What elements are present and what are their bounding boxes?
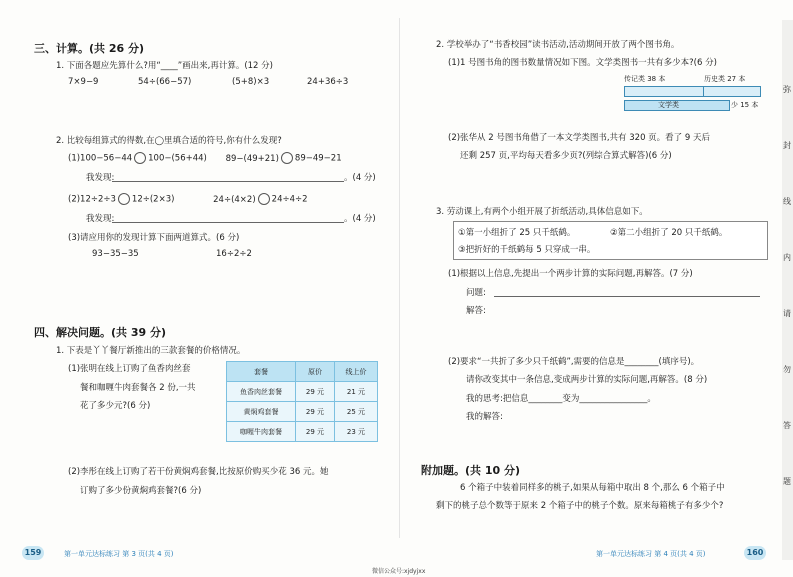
side-char: 弥 — [783, 85, 791, 94]
q2-p2-a: (2)12÷2÷3 — [68, 194, 116, 205]
table-row — [227, 402, 378, 422]
compare-circle[interactable] — [281, 152, 293, 164]
r-q3-sub2-l4: 我的解答: — [466, 412, 503, 422]
compare-circle[interactable] — [258, 193, 270, 205]
q2-p1-a: (1)100−56−44 — [68, 153, 133, 164]
answer-line[interactable] — [494, 296, 760, 297]
info-1: ①第一小组折了 25 只千纸鹤。 — [458, 228, 576, 238]
find1-label: 我发现: — [86, 173, 115, 183]
side-char: 勿 — [783, 365, 791, 374]
table-cell: 29 元 — [296, 422, 335, 442]
bar-history — [703, 86, 761, 97]
find2-score: 。(4 分) — [344, 214, 376, 224]
table-header: 原价 — [296, 362, 335, 382]
r-q3-sub2-l1: (2)要求“一共折了多少只千纸鹤”,需要的信息是________(填序号)。 — [448, 357, 700, 367]
footer-right: 第一单元达标练习 第 4 页(共 4 页) — [596, 550, 706, 558]
table-cell: 黄焖鸡套餐 — [227, 402, 296, 422]
r-q3-sub2-l3: 我的思考:把信息________变为________________。 — [466, 394, 656, 404]
r-q3-sub2-l2: 请你改变其中一条信息,变成两步计算的实际问题,再解答。(8 分) — [466, 375, 708, 385]
find2-label: 我发现: — [86, 214, 115, 224]
table-header-row — [227, 362, 378, 382]
q2-p1-b: 100−(56+44) — [148, 153, 207, 164]
table-cell: 21 元 — [335, 382, 378, 402]
section3-title: 三、计算。(共 26 分) — [34, 42, 145, 55]
table-header: 线上价 — [335, 362, 378, 382]
table-header: 套餐 — [227, 362, 296, 382]
page-number-left: 159 — [22, 546, 44, 560]
page-number-right: 160 — [744, 546, 766, 560]
price-table — [226, 361, 378, 442]
bonus-line-1: 6 个箱子中装着同样多的桃子,如果从每箱中取出 8 个,那么 6 个箱子中 — [460, 483, 725, 493]
q2-p2-c: 24÷(4×2) — [213, 194, 256, 205]
q2-p1-d: 89−49−21 — [294, 153, 342, 164]
side-char: 答 — [783, 421, 791, 430]
table-cell: 23 元 — [335, 422, 378, 442]
expr-1: 7×9−9 — [68, 77, 99, 87]
page-divider — [399, 18, 400, 538]
answer-label: 解答: — [466, 306, 486, 316]
q2-p3-b: 16÷2÷2 — [216, 249, 252, 259]
bonus-title: 附加题。(共 10 分) — [421, 464, 521, 477]
compare-circle[interactable] — [118, 193, 130, 205]
r-q3-text: 3. 劳动课上,有两个小组开展了折纸活动,具体信息如下。 — [436, 207, 648, 217]
q2-p1-c: 89−(49+21) — [225, 153, 279, 164]
side-char: 线 — [783, 197, 791, 206]
table-cell: 鱼香肉丝套餐 — [227, 382, 296, 402]
r-q2-sub2-l2: 还剩 257 页,平均每天看多少页?(列综合算式解答)(6 分) — [460, 151, 672, 161]
r-q2-sub1: (1)1 号图书角的图书数量情况如下图。文学类图书一共有多少本?(6 分) — [448, 58, 717, 68]
ask-label: 问题: — [466, 288, 486, 298]
side-char: 封 — [783, 141, 791, 150]
q4-1-sub1-l3: 花了多少元?(6 分) — [80, 401, 151, 411]
r-q2-text: 2. 学校举办了“书香校园”读书活动,活动期间开放了两个图书角。 — [436, 40, 680, 50]
side-char: 内 — [783, 253, 791, 262]
bonus-line-2: 剩下的桃子总个数等于原来 2 个箱子中的桃子个数。原来每箱桃子有多少个? — [436, 501, 724, 511]
q4-1-sub1-l2: 餐和咖喱牛肉套餐各 2 份,一共 — [80, 383, 196, 393]
r-q3-sub1: (1)根据以上信息,先提出一个两步计算的实际问题,再解答。(7 分) — [448, 269, 693, 279]
q2-p2-d: 24÷4÷2 — [271, 194, 308, 205]
q4-1-text: 1. 下表是丫丫餐厅新推出的三款套餐的价格情况。 — [56, 346, 246, 356]
q2-p2-b: 12÷(2×3) — [131, 194, 175, 205]
q4-1-sub2-l2: 订购了多少份黄焖鸡套餐?(6 分) — [80, 486, 202, 496]
bar-label-biography: 传记类 38 本 — [624, 75, 666, 83]
q2-p2-row — [68, 193, 308, 205]
table-cell: 29 元 — [296, 402, 335, 422]
side-char: 请 — [783, 309, 791, 318]
footer-left: 第一单元达标练习 第 3 页(共 4 页) — [64, 550, 174, 558]
q2-p3-a: 93−35−35 — [92, 249, 139, 259]
info-2: ②第二小组折了 20 只千纸鹤。 — [610, 228, 728, 238]
q2-text: 2. 比较每组算式的得数,在◯里填合适的符号,你有什么发现? — [56, 136, 282, 146]
table-cell: 咖喱牛肉套餐 — [227, 422, 296, 442]
q4-1-sub2-l1: (2)李彤在线上订购了若干份黄焖鸡套餐,比按原价购买少花 36 元。她 — [68, 467, 329, 477]
bar-biography — [624, 86, 704, 97]
q1-text: 1. 下面各题应先算什么?用“____”画出来,再计算。(12 分) — [56, 61, 273, 71]
expr-4: 24+36÷3 — [307, 77, 349, 87]
expr-2: 54÷(66−57) — [138, 77, 192, 87]
table-row — [227, 422, 378, 442]
answer-line[interactable] — [112, 222, 344, 223]
q2-p3: (3)请应用你的发现计算下面两道算式。(6 分) — [68, 233, 240, 243]
bar-label-history: 历史类 27 本 — [704, 75, 746, 83]
r-q2-sub2-l1: (2)张华从 2 号图书角借了一本文学类图书,共有 320 页。看了 9 天后 — [448, 133, 710, 143]
side-char: 题 — [783, 477, 791, 486]
compare-circle[interactable] — [134, 152, 146, 164]
answer-line[interactable] — [112, 181, 344, 182]
table-cell: 29 元 — [296, 382, 335, 402]
find1-score: 。(4 分) — [344, 173, 376, 183]
q2-p1-row — [68, 152, 342, 164]
info-3: ③把折好的千纸鹤每 5 只穿成一串。 — [458, 245, 596, 255]
bar-label-literature: 文学类 — [658, 101, 679, 109]
section4-title: 四、解决问题。(共 39 分) — [34, 326, 167, 339]
table-row — [227, 382, 378, 402]
q4-1-sub1-l1: (1)张明在线上订购了鱼香肉丝套 — [68, 364, 191, 374]
watermark-text: 微信公众号:xjdyjxx — [372, 568, 426, 575]
bar-label-less: 少 15 本 — [731, 101, 759, 109]
table-cell: 25 元 — [335, 402, 378, 422]
expr-3: (5+8)×3 — [232, 77, 270, 87]
